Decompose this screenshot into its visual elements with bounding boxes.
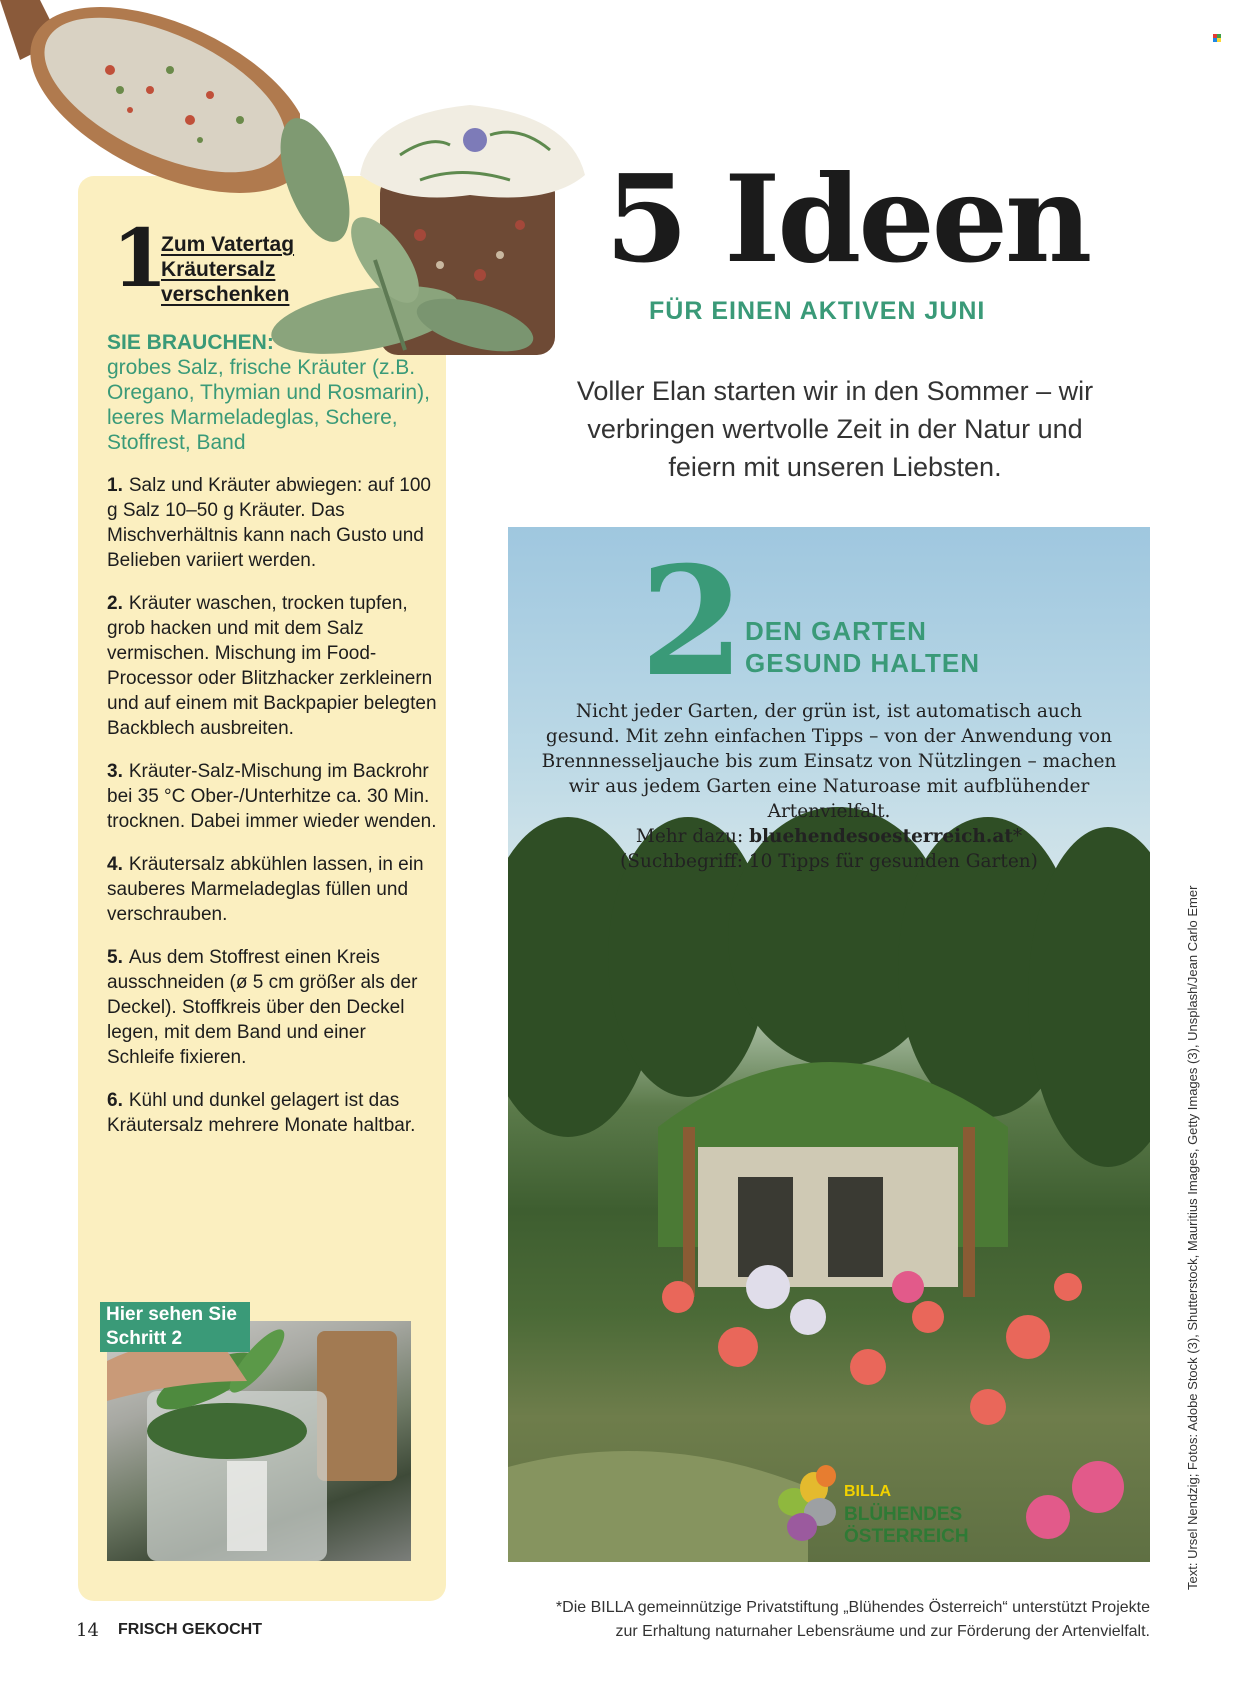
more-label: Mehr dazu: <box>635 826 750 847</box>
garden-scene-illustration <box>508 527 1150 1562</box>
food-processor-illustration <box>107 1321 411 1561</box>
recipe-step <box>107 852 437 927</box>
step-number: 6. <box>107 1090 123 1111</box>
page-headline: 5 Ideen <box>605 149 1090 290</box>
garden-title <box>745 615 980 679</box>
garden-title-line: GESUND HALTEN <box>745 648 980 678</box>
footnote-line: *Die BILLA gemeinnützige Privatstiftung „Blühendes Österreich“ unterstützt Projekte <box>555 1599 1150 1616</box>
step-text: Kräuter waschen, trocken tupfen, grob hacken und mit dem Salz vermischen. Mischung im Food-Processor oder Blitzhacker zerkleinern und auf einem mit Backpapier belegten Backblech ausbreiten. <box>107 593 437 739</box>
recipe-step <box>107 591 437 741</box>
food-processor-photo <box>107 1321 411 1561</box>
bluehendes-oesterreich-logo <box>772 1462 972 1552</box>
intro-text: Voller Elan starten wir in den Sommer – wir verbringen wertvolle Zeit in der Natur und feiern mit unseren Liebsten. <box>576 376 1094 482</box>
step-number: 5. <box>107 947 123 968</box>
garden-body: Nicht jeder Garten, der grün ist, ist automatisch auch gesund. Mit zehn einfachen Tipps – von der Anwendung von Brennnesseljauche bis zum Einsatz von Nützlingen – machen wir aus jedem Garten eine Naturoase mit aufblühender Artenvielfalt. <box>541 701 1117 822</box>
idea-number-1: 1 <box>112 211 168 305</box>
recipe-title-line: Zum Vatertag <box>161 233 295 256</box>
recipe-step <box>107 473 437 573</box>
page-number: 14 <box>76 1620 99 1641</box>
step-text: Kräuter-Salz-Mischung im Backrohr bei 35 °C Ober-/Unterhitze ca. 30 Min. trocknen. Dabei immer wieder wenden. <box>107 761 437 832</box>
photo-caption-badge: Hier sehen Sie Schritt 2 <box>100 1302 250 1352</box>
step-number: 1. <box>107 475 123 496</box>
garden-article-text <box>538 699 1120 874</box>
magazine-name: FRISCH GEKOCHT <box>118 1621 262 1638</box>
logo-line-1: BLÜHENDES <box>844 1504 963 1525</box>
search-hint: (Suchbegriff: 10 Tipps für gesunden Garten) <box>620 851 1038 872</box>
step-text: Aus dem Stoffrest einen Kreis ausschneiden (ø 5 cm größer als der Deckel). Stoffkreis über den Deckel legen, mit dem Band und einer Schleife fixieren. <box>107 947 418 1068</box>
ingredients-list: grobes Salz, frische Kräuter (z.B. Oregano, Thymian und Rosmarin), leeres Marmeladeglas, Schere, Stoffrest, Band <box>107 356 430 454</box>
recipe-title-line: verschenken <box>161 283 290 306</box>
footnote <box>480 1596 1150 1644</box>
step-number: 4. <box>107 854 123 875</box>
recipe-step <box>107 945 437 1070</box>
recipe-instructions <box>107 330 437 1156</box>
logo-brand: BILLA <box>844 1483 892 1500</box>
step-number: 2. <box>107 593 123 614</box>
step-number: 3. <box>107 761 123 782</box>
recipe-title-line: Kräutersalz <box>161 258 276 281</box>
idea-number-2: 2 <box>640 534 745 710</box>
logo-line-2: ÖSTERREICH <box>844 1526 969 1547</box>
garden-photo-card <box>508 527 1150 1562</box>
step-text: Kräutersalz abkühlen lassen, in ein sauberes Marmeladeglas füllen und verschrauben. <box>107 854 424 925</box>
page-subheadline: FÜR EINEN AKTIVEN JUNI <box>649 297 986 325</box>
step-text: Kühl und dunkel gelagert ist das Kräutersalz mehrere Monate haltbar. <box>107 1090 416 1136</box>
footnote-star: * <box>1012 826 1023 847</box>
garden-title-line: DEN GARTEN <box>745 616 927 646</box>
recipe-step <box>107 1088 437 1138</box>
recipe-step <box>107 759 437 834</box>
step-text: Salz und Kräuter abwiegen: auf 100 g Salz 10–50 g Kräuter. Das Mischverhältnis kann nach Gusto und Belieben variiert werden. <box>107 475 431 571</box>
color-mark-icon <box>1213 34 1221 42</box>
footnote-line: zur Erhaltung naturnaher Lebensräume und zur Förderung der Artenvielfalt. <box>615 1623 1150 1640</box>
photo-credits: Text: Ursel Nendzig; Fotos: Adobe Stock (3), Shutterstock, Mauritius Images, Getty Images (3), Unsplash/Jean Carlo Emer <box>1185 885 1200 1590</box>
ingredients-heading: SIE BRAUCHEN: <box>107 331 274 354</box>
website-link[interactable]: bluehendesoesterreich.at <box>749 826 1013 847</box>
recipe-title <box>161 232 331 307</box>
